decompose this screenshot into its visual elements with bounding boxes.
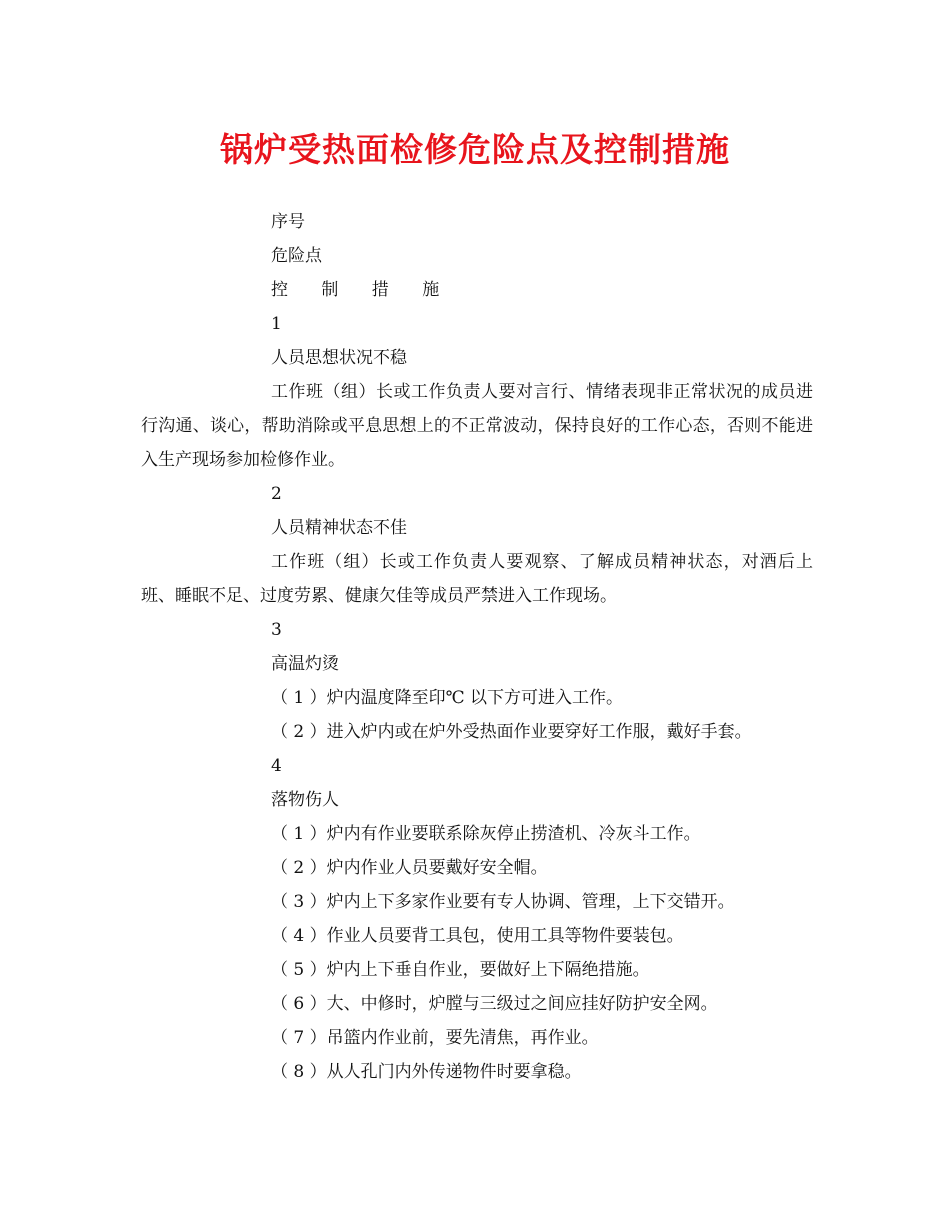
header-col-hazard: 危险点 (271, 246, 322, 266)
item-measure: （ 1 ）炉内温度降至印℃ 以下方可进入工作。 (271, 688, 624, 708)
item-hazard: 高温灼烫 (271, 654, 339, 674)
item-measure: （ 2 ）进入炉内或在炉外受热面作业要穿好工作服，戴好手套。 (271, 722, 752, 742)
item-number: 1 (271, 314, 282, 334)
item-measure: （ 2 ）炉内作业人员要戴好安全帽。 (271, 858, 548, 878)
item-measure: （ 3 ）炉内上下多家作业要有专人协调、管理，上下交错开。 (271, 892, 735, 912)
item-measure: （ 5 ）炉内上下垂自作业，要做好上下隔绝措施。 (271, 960, 650, 980)
item-measure: （ 7 ）吊篮内作业前，要先清焦，再作业。 (271, 1028, 599, 1048)
item-measure: （ 6 ）大、中修时，炉膛与三级过之间应挂好防护安全网。 (271, 994, 718, 1014)
item-number: 3 (271, 620, 282, 640)
item-hazard: 人员思想状况不稳 (271, 348, 407, 368)
document-title: 锅炉受热面检修危险点及控制措施 (220, 130, 730, 169)
item-measure-paragraph: 工作班（组）长或工作负责人要对言行、情绪表现非正常状况的成员进行沟通、谈心，帮助消除或平息思想上的不正常波动，保持良好的工作心态，否则不能进入生产现场参加检修作业。 (141, 382, 813, 470)
item-number: 2 (271, 484, 282, 504)
item-measure: （ 8 ）从人孔门内外传递物件时要拿稳。 (271, 1062, 582, 1082)
item-measure: （ 1 ）炉内有作业要联系除灰停止捞渣机、冷灰斗工作。 (271, 824, 701, 844)
header-col-measures: 控 制 措 施 (271, 280, 454, 300)
document-body (141, 205, 813, 1089)
item-measure-paragraph: 工作班（组）长或工作负责人要观察、了解成员精神状态，对酒后上班、睡眠不足、过度劳累、健康欠佳等成员严禁进入工作现场。 (141, 552, 813, 606)
item-hazard: 人员精神状态不佳 (271, 518, 407, 538)
item-number: 4 (271, 756, 282, 776)
item-hazard: 落物伤人 (271, 790, 339, 810)
header-col-no: 序号 (271, 212, 305, 232)
item-measure: （ 4 ）作业人员要背工具包，使用工具等物件要装包。 (271, 926, 684, 946)
